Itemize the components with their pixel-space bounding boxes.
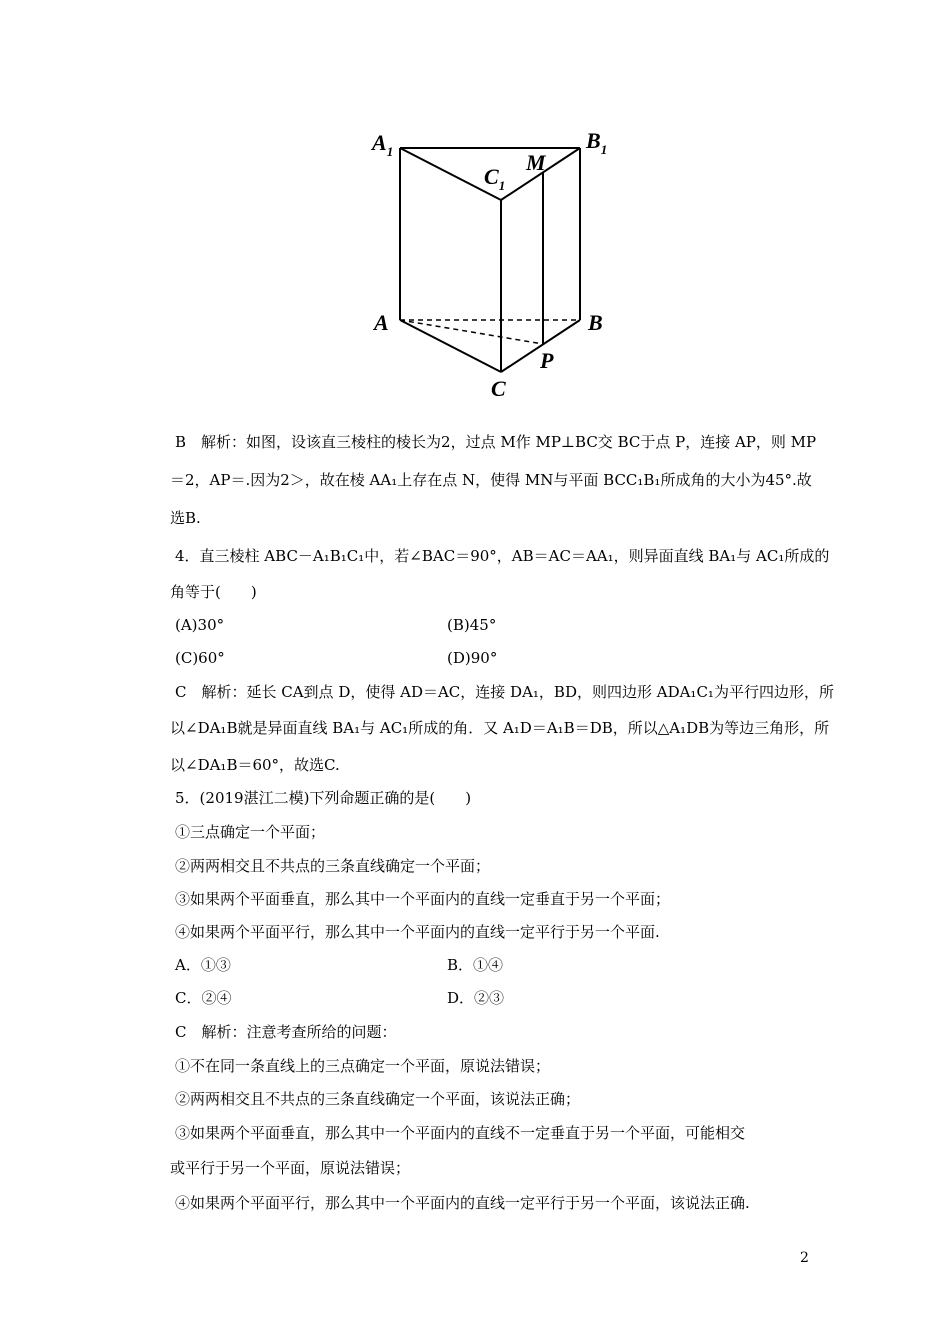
prism-figure xyxy=(360,120,630,410)
p5-solution-line5: ④如果两个平面平行，那么其中一个平面内的直线一定平行于另一个平面，该说法正确. xyxy=(175,1194,750,1212)
p5-item-2: ②两两相交且不共点的三条直线确定一个平面； xyxy=(175,857,491,875)
edge-AC xyxy=(400,320,501,372)
p5-solution-intro: C 解析：注意考查所给的问题： xyxy=(175,1023,397,1041)
p5-item-1: ①三点确定一个平面； xyxy=(175,823,326,841)
label-C1: $C_1$ xyxy=(484,164,506,193)
label-C: C xyxy=(491,376,506,401)
p5-option-B: B．①④ xyxy=(447,956,504,974)
label-A: A xyxy=(374,310,389,335)
label-P: P xyxy=(540,348,554,373)
p4-option-C: (C)60° xyxy=(175,649,225,667)
p4-option-A: (A)30° xyxy=(175,616,225,634)
p3-solution-line3: 选B. xyxy=(170,509,201,527)
p5-solution-line1: ①不在同一条直线上的三点确定一个平面，原说法错误； xyxy=(175,1057,551,1075)
p5-solution-line3: ③如果两个平面垂直，那么其中一个平面内的直线不一定垂直于另一个平面，可能相交 xyxy=(175,1124,746,1142)
p3-solution-line1: B 解析：如图，设该直三棱柱的棱长为2，过点 M作 MP⊥BC交 BC于点 P，连接 AP，则 MP xyxy=(175,433,817,451)
label-B1: $B_1$ xyxy=(586,128,608,157)
p4-stem-line1: 4．直三棱柱 ABC－A₁B₁C₁中，若∠BAC＝90°，AB＝AC＝AA₁，则异面直线 BA₁与 AC₁所成的 xyxy=(175,547,830,565)
p4-option-D: (D)90° xyxy=(447,649,498,667)
p5-item-3: ③如果两个平面垂直，那么其中一个平面内的直线一定垂直于另一个平面； xyxy=(175,890,671,908)
p5-option-C: C．②④ xyxy=(175,989,232,1007)
p5-stem: 5．(2019湛江二模)下列命题正确的是( ) xyxy=(175,789,472,807)
label-A1: $A_1$ xyxy=(372,130,394,159)
p4-option-B: (B)45° xyxy=(447,616,497,634)
label-B: B xyxy=(588,310,603,335)
p5-item-4: ④如果两个平面平行，那么其中一个平面内的直线一定平行于另一个平面. xyxy=(175,923,660,941)
p4-solution-line2: 以∠DA₁B就是异面直线 BA₁与 AC₁所成的角．又 A₁D＝A₁B＝DB，所以△A₁DB为等边三角形，所 xyxy=(170,719,830,737)
prism-diagram xyxy=(360,120,630,410)
label-M: M xyxy=(526,150,546,175)
p5-option-A: A．①③ xyxy=(175,956,231,974)
p4-stem-line2: 角等于( ) xyxy=(170,583,257,601)
p4-solution-line1: C 解析：延长 CA到点 D，使得 AD＝AC，连接 DA₁，BD，则四边形 ADA₁C₁为平行四边形，所 xyxy=(175,683,834,701)
p3-solution-line2: ＝2，AP＝.因为2＞，故在棱 AA₁上存在点 N，使得 MN与平面 BCC₁B₁所成角的大小为45°.故 xyxy=(170,471,812,489)
page-number: 2 xyxy=(800,1250,809,1266)
p5-solution-line4: 或平行于另一个平面，原说法错误； xyxy=(170,1159,411,1177)
p5-option-D: D．②③ xyxy=(447,989,505,1007)
p5-solution-line2: ②两两相交且不共点的三条直线确定一个平面，该说法正确； xyxy=(175,1090,581,1108)
p4-solution-line3: 以∠DA₁B＝60°，故选C. xyxy=(170,756,340,774)
